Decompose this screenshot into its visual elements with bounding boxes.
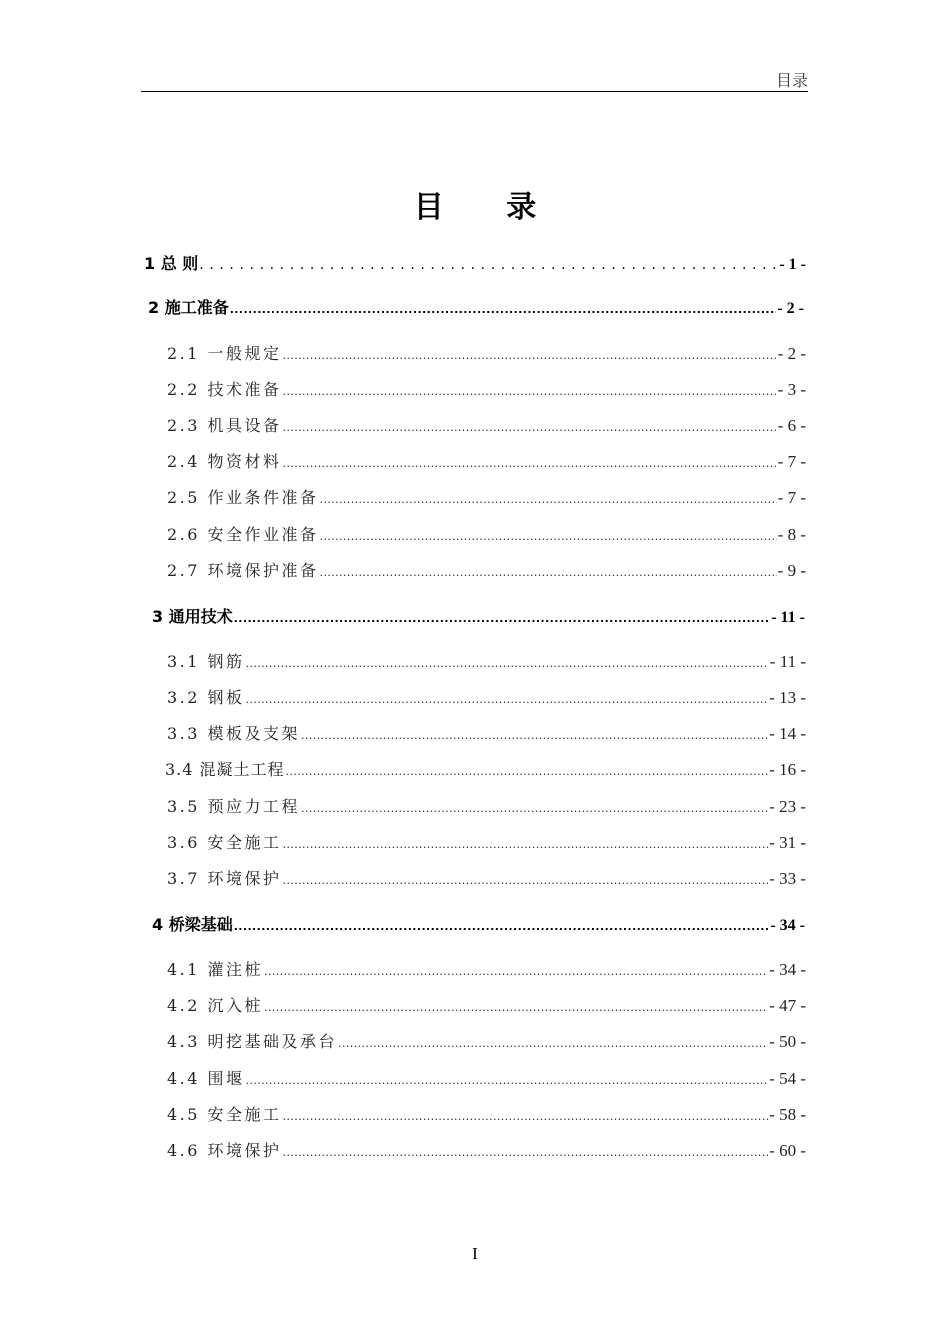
toc-entry-label: 2.2 技术准备 — [167, 380, 282, 399]
dot-leader — [264, 965, 768, 978]
toc-entry-label: 2.1 一般规定 — [167, 344, 282, 363]
toc-entry-4-2[interactable] — [167, 993, 806, 1019]
toc-entry-page: - 9 - — [777, 561, 806, 580]
toc-entry-label: 4.6 环境保护 — [167, 1141, 282, 1160]
dot-leader — [246, 657, 769, 670]
toc-entry-label: 3.3 模板及支架 — [167, 724, 301, 743]
toc-entry-2-3[interactable] — [167, 413, 806, 439]
toc-entry-label: 4.3 明挖基础及承台 — [167, 1032, 338, 1051]
toc-entry-4-6[interactable] — [167, 1138, 806, 1164]
dot-leader — [230, 303, 777, 316]
toc-entry-page: - 23 - — [769, 797, 806, 816]
toc-entry-page: - 7 - — [777, 452, 806, 471]
toc-entry-3-5[interactable] — [167, 794, 806, 820]
toc-entry-label: 3.2 钢板 — [167, 688, 245, 707]
toc-entry-page: - 11 - — [769, 652, 806, 671]
toc-entry-label: 2 施工准备 — [148, 298, 229, 317]
toc-entry-3-3[interactable] — [167, 721, 806, 747]
toc-entry-label: 3.7 环境保护 — [167, 869, 282, 888]
toc-entry-2-2[interactable] — [167, 377, 806, 403]
toc-entry-page: - 6 - — [777, 416, 806, 435]
page-title: 目 录 — [413, 190, 563, 225]
toc-entry-chapter-2[interactable] — [148, 295, 804, 321]
dot-leader — [283, 838, 769, 851]
toc-entry-page: - 13 - — [769, 688, 806, 707]
dot-leader — [234, 920, 770, 933]
toc-entry-page: - 11 - — [771, 609, 805, 626]
toc-entry-page: - 50 - — [769, 1032, 806, 1051]
toc-entry-3-6[interactable] — [167, 830, 806, 856]
dot-leader — [246, 693, 769, 706]
toc-entry-page: - 1 - — [779, 256, 806, 273]
toc-entry-chapter-1[interactable] — [144, 251, 806, 277]
toc-entry-label: 4.1 灌注桩 — [167, 960, 264, 979]
dot-leader — [320, 530, 777, 543]
toc-entry-page: - 54 - — [769, 1069, 806, 1088]
toc-entry-3-1[interactable] — [167, 649, 806, 675]
dot-leader — [264, 1001, 768, 1014]
toc-entry-page: - 47 - — [769, 996, 806, 1015]
dot-leader — [338, 1037, 768, 1050]
toc-entry-4-3[interactable] — [167, 1029, 806, 1055]
toc-entry-page: - 2 - — [777, 300, 804, 317]
dot-leader — [283, 421, 777, 434]
toc-entry-label: 4 桥梁基础 — [152, 915, 233, 934]
toc-entry-3-4[interactable] — [165, 757, 806, 783]
dot-leader — [320, 566, 777, 579]
toc-entry-page: - 34 - — [769, 960, 806, 979]
toc-entry-label: 2.7 环境保护准备 — [167, 561, 319, 580]
toc-entry-label: 2.6 安全作业准备 — [167, 525, 319, 544]
toc-entry-2-6[interactable] — [167, 522, 806, 548]
toc-entry-4-1[interactable] — [167, 957, 806, 983]
dot-leader — [283, 385, 777, 398]
dot-leader — [283, 1146, 769, 1159]
toc-entry-page: - 34 - — [770, 917, 805, 934]
page-number: I — [472, 1244, 478, 1263]
toc-entry-label: 2.3 机具设备 — [167, 416, 282, 435]
dot-leader — [286, 765, 769, 778]
toc-entry-label: 3.5 预应力工程 — [167, 797, 301, 816]
toc-entry-page: - 60 - — [769, 1141, 806, 1160]
toc-entry-page: - 3 - — [777, 380, 806, 399]
toc-entry-page: - 16 - — [769, 760, 806, 779]
toc-entry-label: 4.4 围堰 — [167, 1069, 245, 1088]
toc-entry-page: - 31 - — [769, 833, 806, 852]
header-rule — [141, 91, 808, 92]
toc-entry-chapter-3[interactable] — [152, 604, 805, 630]
dot-leader — [320, 493, 777, 506]
toc-entry-page: - 14 - — [769, 724, 806, 743]
toc-entry-page: - 8 - — [777, 525, 806, 544]
dot-leader — [283, 349, 777, 362]
toc-entry-2-5[interactable] — [167, 485, 806, 511]
toc-entry-4-5[interactable] — [167, 1102, 806, 1128]
toc-entry-label: 4.2 沉入桩 — [167, 996, 264, 1015]
toc-entry-page: - 33 - — [769, 869, 806, 888]
toc-entry-4-4[interactable] — [167, 1066, 806, 1092]
toc-entry-label: 3.6 安全施工 — [167, 833, 282, 852]
toc-entry-label: 3 通用技术 — [152, 607, 233, 626]
toc-entry-page: - 2 - — [777, 344, 806, 363]
dot-leader — [234, 612, 771, 625]
dot-leader — [246, 1074, 769, 1087]
dot-leader — [283, 874, 769, 887]
toc-entry-3-7[interactable] — [167, 866, 806, 892]
running-head: 目录 — [775, 71, 808, 90]
dot-leader — [199, 257, 778, 273]
toc-entry-2-7[interactable] — [167, 558, 806, 584]
dot-leader — [283, 1110, 769, 1123]
toc-entry-label: 2.5 作业条件准备 — [167, 488, 319, 507]
toc-entry-chapter-4[interactable] — [152, 912, 805, 938]
dot-leader — [301, 802, 768, 815]
dot-leader — [301, 729, 768, 742]
toc-entry-2-4[interactable] — [167, 449, 806, 475]
toc-entry-label: 2.4 物资材料 — [167, 452, 282, 471]
toc-entry-page: - 7 - — [777, 488, 806, 507]
toc-entry-2-1[interactable] — [167, 341, 806, 367]
toc-entry-3-2[interactable] — [167, 685, 806, 711]
toc-entry-label: 3.4 混凝土工程 — [165, 760, 285, 779]
toc-entry-label: 1 总 则 — [144, 254, 199, 273]
toc-entry-label: 3.1 钢筋 — [167, 652, 245, 671]
toc-entry-page: - 58 - — [769, 1105, 806, 1124]
dot-leader — [283, 457, 777, 470]
toc-entry-label: 4.5 安全施工 — [167, 1105, 282, 1124]
